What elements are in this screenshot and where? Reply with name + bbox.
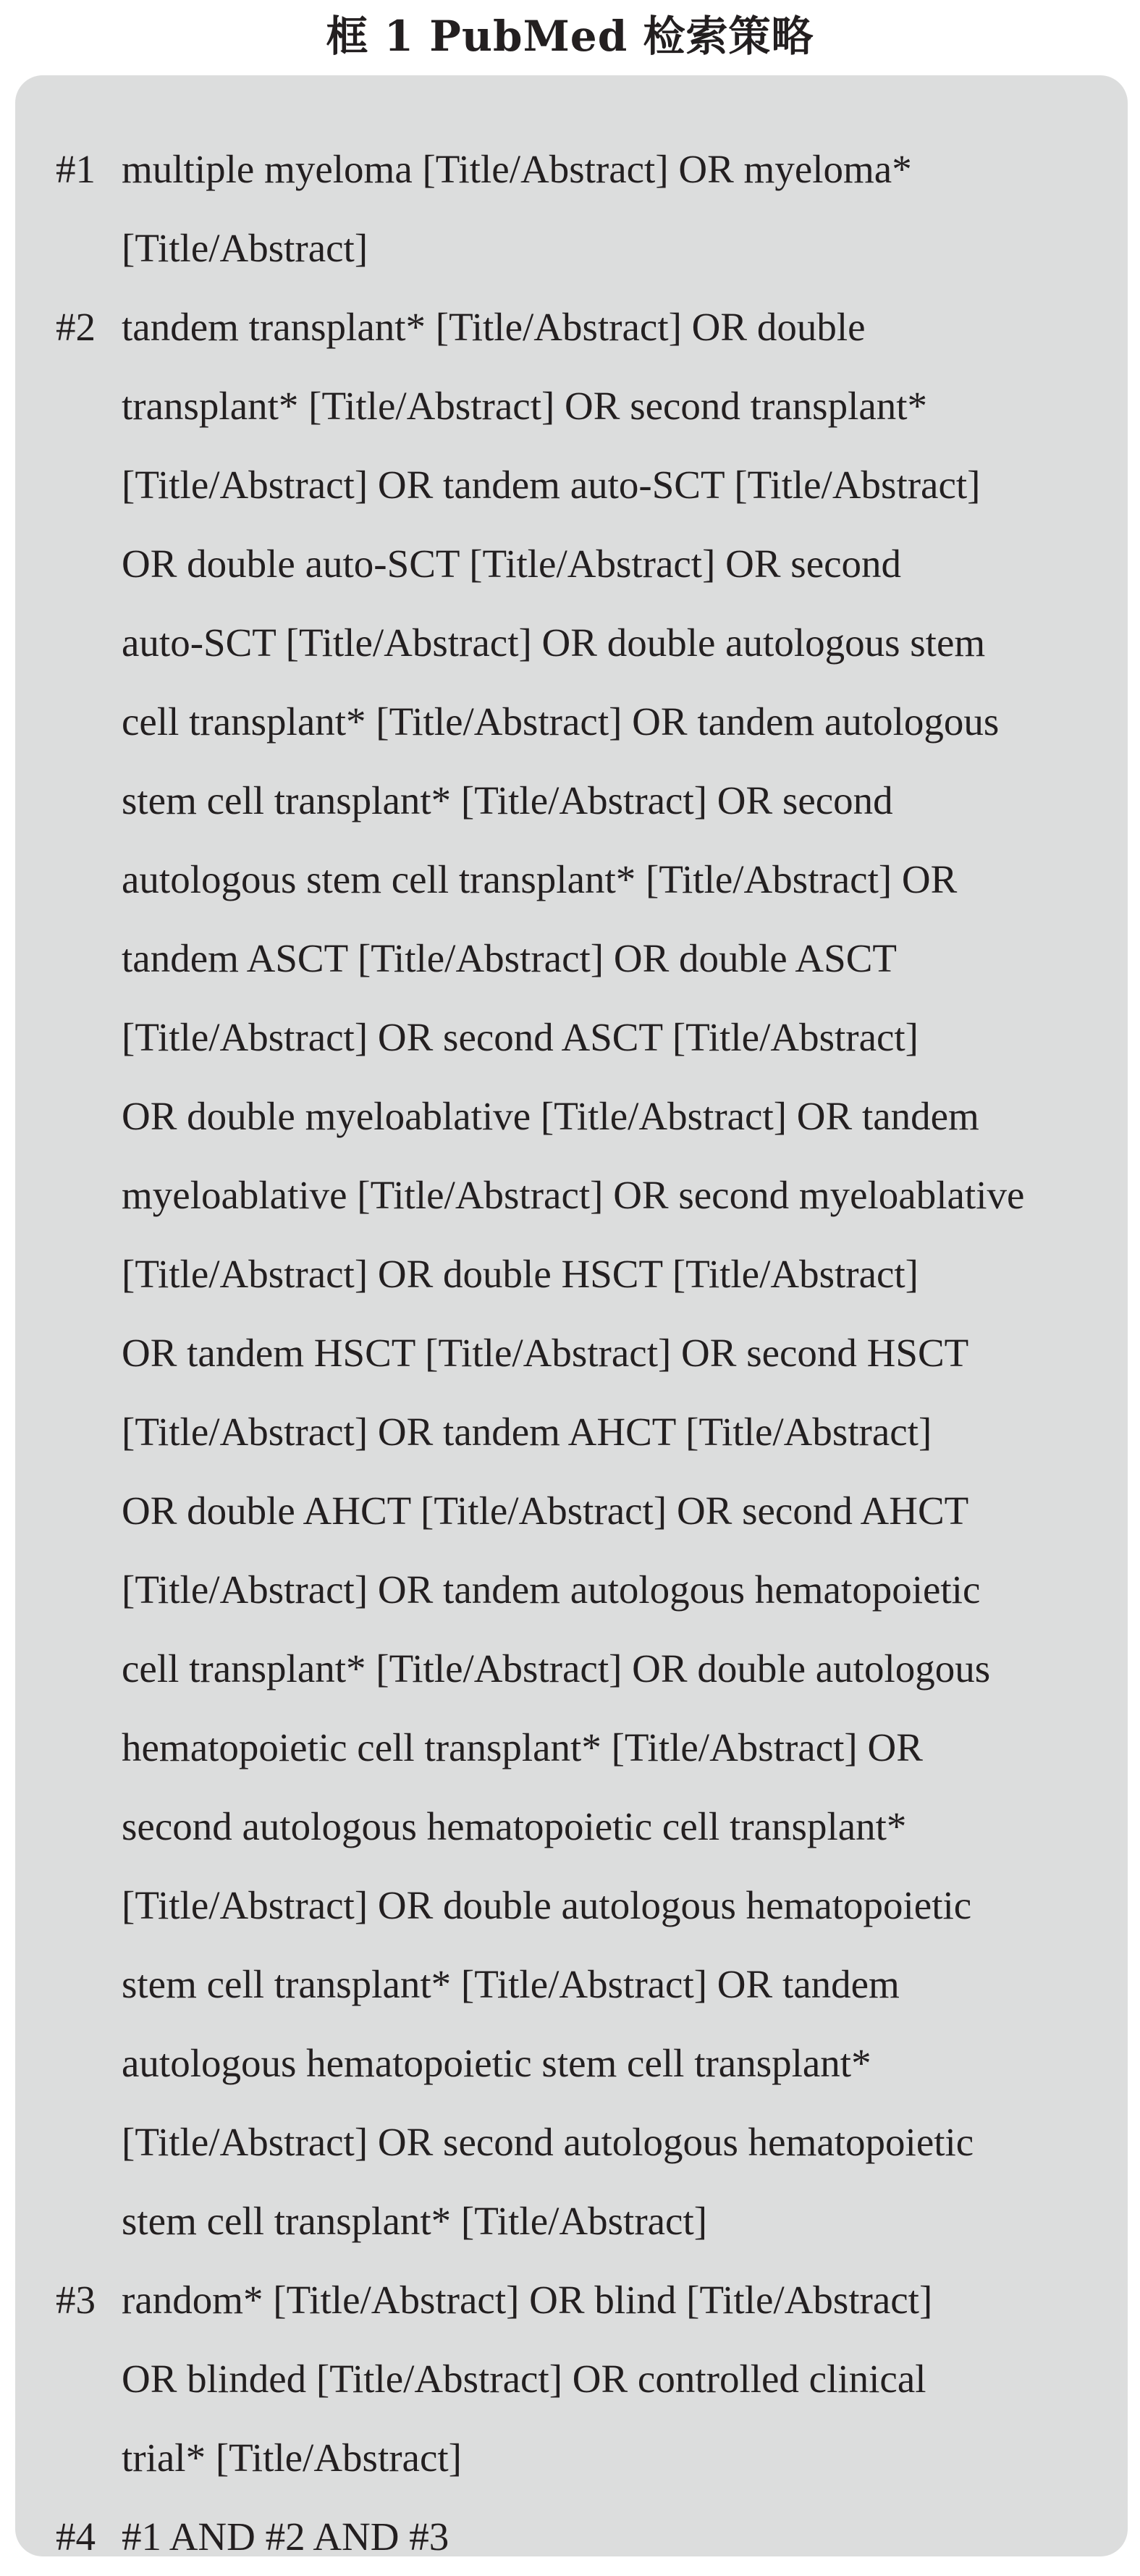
row-number: #1 (56, 147, 96, 191)
query-line: cell transplant* [Title/Abstract] OR tandem autologous (122, 699, 1000, 744)
search-strategy-box (15, 75, 1128, 2559)
query-line: stem cell transplant* [Title/Abstract] (122, 2199, 708, 2243)
query-line: [Title/Abstract] OR tandem AHCT [Title/Abstract] (122, 1410, 932, 1454)
query-line: OR double myeloablative [Title/Abstract] OR tandem (122, 1094, 979, 1138)
query-line: autologous hematopoietic stem cell transplant* (122, 2041, 871, 2085)
query-line: #1 AND #2 AND #3 (122, 2514, 449, 2559)
query-line: OR tandem HSCT [Title/Abstract] OR second HSCT (122, 1331, 969, 1375)
query-line: transplant* [Title/Abstract] OR second transplant* (122, 384, 928, 428)
query-line: stem cell transplant* [Title/Abstract] OR second (122, 778, 893, 822)
query-line: OR double AHCT [Title/Abstract] OR second AHCT (122, 1489, 969, 1533)
row-query-text (122, 130, 912, 287)
query-line: tandem transplant* [Title/Abstract] OR double (122, 305, 866, 349)
query-line: [Title/Abstract] OR second ASCT [Title/Abstract] (122, 1015, 919, 1059)
query-line: tandem ASCT [Title/Abstract] OR double ASCT (122, 936, 897, 980)
row-number: #4 (56, 2514, 96, 2559)
query-line: [Title/Abstract] OR tandem autologous hematopoietic (122, 1567, 981, 1612)
query-line: stem cell transplant* [Title/Abstract] OR tandem (122, 1962, 900, 2006)
query-line: myeloablative [Title/Abstract] OR second myeloablative (122, 1173, 1025, 1217)
query-line: autologous stem cell transplant* [Title/Abstract] OR (122, 857, 958, 901)
query-line: second autologous hematopoietic cell transplant* (122, 1804, 907, 1848)
query-line: random* [Title/Abstract] OR blind [Title/Abstract] (122, 2278, 933, 2322)
query-line: trial* [Title/Abstract] (122, 2436, 462, 2480)
query-line: OR double auto-SCT [Title/Abstract] OR second (122, 542, 902, 586)
query-line: auto-SCT [Title/Abstract] OR double autologous stem (122, 620, 986, 665)
row-query-text (122, 2497, 449, 2576)
row-number: #2 (56, 305, 96, 349)
query-line: cell transplant* [Title/Abstract] OR double autologous (122, 1646, 991, 1691)
query-line: [Title/Abstract] OR second autologous hematopoietic (122, 2120, 974, 2164)
query-line: multiple myeloma [Title/Abstract] OR myeloma* (122, 147, 912, 191)
query-line: [Title/Abstract] OR double autologous hematopoietic (122, 1883, 972, 1927)
query-line: [Title/Abstract] (122, 226, 368, 270)
row-query-text (122, 287, 1024, 2260)
query-line: hematopoietic cell transplant* [Title/Abstract] OR (122, 1725, 923, 1769)
query-line: OR blinded [Title/Abstract] OR controlled clinical (122, 2357, 926, 2401)
query-line: [Title/Abstract] OR tandem auto-SCT [Title/Abstract] (122, 463, 981, 507)
box-title: 框 1 PubMed 检索策略 (326, 12, 814, 61)
row-query-text (122, 2260, 932, 2497)
row-number: #3 (56, 2278, 96, 2322)
query-line: [Title/Abstract] OR double HSCT [Title/Abstract] (122, 1252, 919, 1296)
